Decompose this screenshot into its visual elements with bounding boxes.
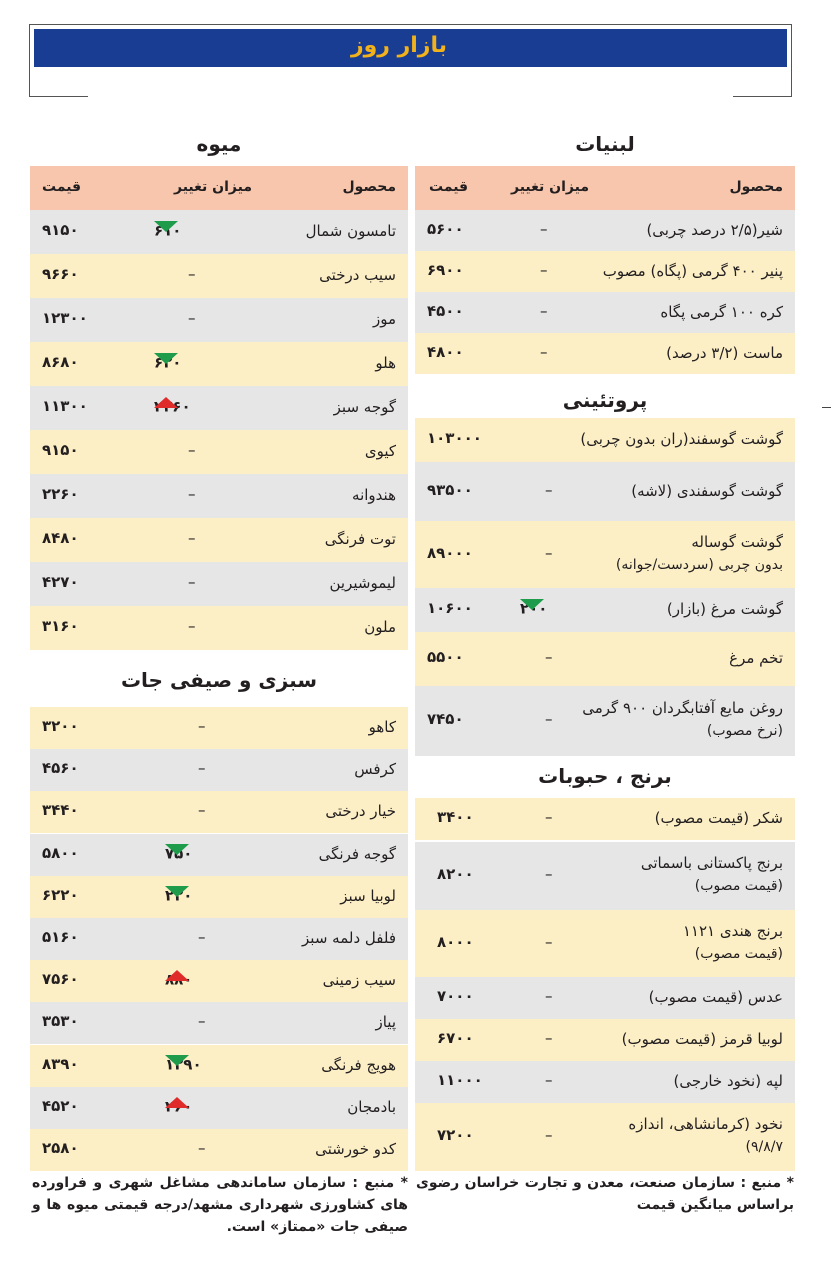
- change-value: –: [545, 648, 553, 666]
- price-value: ۸۹۰۰۰: [427, 543, 473, 562]
- decrease-arrow-icon: [154, 221, 178, 232]
- change-cell: [198, 759, 206, 777]
- change-value: –: [198, 1139, 206, 1157]
- change-value: –: [545, 480, 553, 499]
- product-name: ملون: [364, 618, 396, 636]
- price-value: ۲۵۸۰: [42, 1139, 79, 1157]
- change-cell: [154, 397, 191, 416]
- table-row: [30, 1129, 408, 1171]
- change-value: –: [545, 1126, 553, 1144]
- product-name-2: (قیمت مصوب): [694, 878, 783, 894]
- table-row: [415, 1103, 795, 1171]
- increase-arrow-icon: [154, 397, 178, 408]
- change-cell: [154, 353, 181, 372]
- change-cell: [545, 1126, 553, 1144]
- change-value: –: [545, 543, 553, 562]
- product-name: سیب درختی: [319, 266, 396, 284]
- change-value: ۱۲۹۰: [165, 1055, 202, 1074]
- change-cell: [165, 1055, 202, 1074]
- table-row: [415, 333, 795, 374]
- change-cell: [165, 886, 192, 905]
- change-cell: [540, 220, 548, 238]
- change-cell: [540, 261, 548, 279]
- change-cell: [198, 928, 206, 946]
- decrease-arrow-icon: [154, 353, 178, 364]
- product-name: شکر (قیمت مصوب): [654, 809, 783, 827]
- change-cell: [545, 933, 553, 951]
- decrease-arrow-icon: [165, 844, 189, 855]
- decrease-arrow-icon: [165, 886, 189, 897]
- change-cell: [545, 648, 553, 666]
- table-row: [415, 292, 795, 333]
- price-value: ۵۱۶۰: [42, 928, 79, 946]
- product-name: لوبیا سبز: [340, 886, 396, 905]
- product-name-2: (نرخ مصوب): [706, 723, 783, 739]
- header-change: میزان تغییر: [511, 179, 590, 195]
- change-cell: [545, 987, 553, 1005]
- change-value: ۸۸۰: [165, 970, 193, 989]
- product-name: ماست (۳/۲ درصد): [666, 343, 783, 362]
- product-name-2: (۹/۸/۷: [745, 1139, 783, 1155]
- change-value: –: [188, 441, 196, 459]
- product-name: هندوانه: [352, 486, 396, 504]
- change-value: –: [188, 573, 196, 591]
- table-row: [30, 518, 408, 562]
- table-row: [30, 474, 408, 518]
- table-row: [415, 251, 795, 292]
- change-value: –: [188, 265, 196, 283]
- header-change: میزان تغییر: [174, 179, 253, 195]
- product-name: گوجه فرنگی: [318, 844, 396, 863]
- change-cell: [188, 265, 196, 283]
- price-value: ۸۲۰۰: [437, 865, 474, 883]
- change-value: –: [545, 865, 553, 883]
- change-value: –: [540, 342, 548, 361]
- table-row: [30, 1002, 408, 1044]
- change-cell: [545, 1029, 553, 1047]
- change-cell: [198, 1012, 206, 1030]
- change-value: ۲۰۰: [520, 599, 548, 618]
- price-value: ۸۳۹۰: [42, 1054, 79, 1073]
- price-value: ۵۸۰۰: [42, 843, 79, 862]
- table-row: [30, 342, 408, 386]
- product-name: برنج هندی ۱۱۲۱: [682, 921, 783, 940]
- product-name: کرفس: [354, 760, 396, 779]
- product-name: تخم مرغ: [729, 649, 783, 667]
- change-value: –: [198, 759, 206, 778]
- change-cell: [165, 844, 192, 863]
- change-value: –: [540, 219, 548, 238]
- price-value: ۸۰۰۰: [437, 932, 474, 951]
- change-cell: [154, 221, 181, 240]
- change-value: –: [188, 309, 196, 327]
- price-value: ۷۵۶۰: [42, 970, 79, 989]
- frame-gap: [88, 94, 733, 99]
- change-value: –: [545, 710, 553, 728]
- table-row: [30, 254, 408, 298]
- change-cell: [188, 309, 196, 327]
- price-value: ۱۰۳۰۰۰: [427, 429, 482, 447]
- change-value: –: [545, 1071, 553, 1089]
- table-row: [415, 686, 795, 756]
- change-value: ۲۲۰: [165, 886, 193, 905]
- product-name: بادمجان: [347, 1097, 396, 1116]
- change-cell: [188, 529, 196, 547]
- change-value: ۲۶۰: [165, 1097, 193, 1116]
- header-price: قیمت: [42, 179, 82, 195]
- product-name: پنیر ۴۰۰ گرمی (پگاه) مصوب: [602, 261, 783, 280]
- change-value: –: [188, 617, 196, 635]
- product-name: کدو خورشتی: [315, 1140, 396, 1158]
- table-row: [415, 1061, 795, 1103]
- product-name: روغن مایع آفتابگردان ۹۰۰ گرمی: [582, 699, 783, 717]
- table-row: [30, 562, 408, 606]
- edge-tick: [822, 407, 831, 408]
- price-value: ۵۶۰۰: [427, 219, 464, 238]
- veg-title: سبزی و صیفی جات: [120, 668, 318, 692]
- product-name: کره ۱۰۰ گرمی پگاه: [660, 302, 783, 321]
- price-value: ۴۵۶۰: [42, 759, 79, 778]
- fruit-title: میوه: [196, 132, 242, 156]
- increase-arrow-icon: [165, 970, 189, 981]
- product-name: گوشت گوساله: [691, 532, 783, 551]
- table-row: [30, 918, 408, 960]
- price-value: ۳۴۴۰: [42, 801, 79, 820]
- product-name-2: (سردست/جوانه) بدون چربی: [615, 556, 783, 573]
- product-name: موز: [372, 310, 396, 328]
- price-value: ۸۴۸۰: [42, 529, 79, 547]
- table-row: [415, 418, 795, 462]
- table-row: [30, 749, 408, 791]
- price-value: ۴۲۷۰: [42, 573, 79, 591]
- change-value: –: [545, 987, 553, 1005]
- page-title: بازار روز: [350, 33, 447, 58]
- product-name: لیموشیرین: [329, 574, 396, 592]
- change-value: ۶۲۰: [154, 353, 182, 372]
- change-cell: [188, 441, 196, 459]
- price-value: ۳۲۰۰: [42, 717, 79, 735]
- table-row: [415, 977, 795, 1019]
- product-name: تامسون شمال: [305, 222, 396, 240]
- price-value: ۷۲۰۰: [437, 1126, 474, 1144]
- change-cell: [545, 1071, 553, 1089]
- price-value: ۹۳۵۰۰: [427, 480, 473, 499]
- price-value: ۳۵۳۰: [42, 1012, 79, 1031]
- change-cell: [520, 599, 547, 618]
- table-row: [30, 960, 408, 1002]
- product-name: گوشت مرغ (بازار): [666, 600, 783, 618]
- price-value: ۱۰۶۰۰: [427, 599, 473, 617]
- product-name: سیب زمینی: [322, 971, 396, 990]
- product-name: پیاز: [375, 1013, 396, 1032]
- change-cell: [198, 717, 206, 735]
- change-cell: [545, 808, 553, 826]
- protein-title: پروتئینی: [562, 388, 648, 412]
- change-value: ۲۲۶۰: [154, 397, 191, 416]
- product-name: گوشت گوسفند(ران بدون چربی): [580, 430, 783, 448]
- fruit-header: [30, 166, 408, 210]
- banner: [34, 29, 787, 67]
- table-row: [415, 632, 795, 686]
- change-value: –: [545, 1029, 553, 1047]
- change-cell: [198, 801, 206, 819]
- table-row: [30, 1045, 408, 1087]
- table-row: [30, 430, 408, 474]
- dairy-title: لبنیات: [575, 132, 635, 156]
- change-cell: [188, 573, 196, 591]
- header-product: محصول: [342, 179, 396, 195]
- change-value: –: [545, 808, 553, 826]
- change-cell: [540, 343, 548, 361]
- table-row: [415, 462, 795, 521]
- change-cell: [165, 970, 192, 989]
- header-price: قیمت: [429, 179, 469, 195]
- change-cell: [545, 481, 553, 499]
- change-cell: [545, 544, 553, 562]
- change-cell: [188, 485, 196, 503]
- table-row: [415, 1019, 795, 1061]
- price-value: ۹۱۵۰: [42, 221, 79, 239]
- change-value: –: [188, 485, 196, 503]
- product-name: شیر(۲/۵ درصد چربی): [646, 220, 783, 239]
- price-value: ۴۵۲۰: [42, 1096, 79, 1115]
- price-value: ۴۸۰۰: [427, 342, 464, 361]
- price-value: ۹۶۶۰: [42, 265, 79, 283]
- table-row: [30, 707, 408, 749]
- change-value: –: [198, 928, 206, 946]
- change-cell: [188, 617, 196, 635]
- price-value: ۱۱۳۰۰: [42, 397, 88, 415]
- change-cell: [545, 865, 553, 883]
- table-row: [30, 791, 408, 833]
- price-value: ۶۹۰۰: [427, 260, 464, 279]
- product-name: گوجه سبز: [333, 398, 396, 416]
- price-value: ۱۱۰۰۰: [437, 1071, 483, 1089]
- product-name: برنج پاکستانی باسماتی: [640, 854, 783, 872]
- product-name: نخود (کرمانشاهی، اندازه: [628, 1115, 783, 1133]
- table-row: [30, 1087, 408, 1129]
- change-value: –: [540, 260, 548, 279]
- change-value: –: [540, 301, 548, 320]
- table-row: [30, 606, 408, 650]
- table-row: [30, 386, 408, 430]
- price-value: ۶۷۰۰: [437, 1029, 474, 1047]
- change-value: –: [188, 529, 196, 547]
- product-name: فلفل دلمه سبز: [302, 929, 396, 947]
- product-name: گوشت گوسفندی (لاشه): [631, 481, 783, 500]
- change-value: –: [198, 1012, 206, 1031]
- change-value: –: [198, 717, 206, 735]
- change-cell: [540, 302, 548, 320]
- table-row: [415, 842, 795, 910]
- product-name: عدس (قیمت مصوب): [648, 988, 783, 1006]
- header-product: محصول: [729, 179, 783, 195]
- price-value: ۴۵۰۰: [427, 301, 464, 320]
- price-value: ۳۴۰۰: [437, 808, 474, 826]
- table-row: [30, 876, 408, 918]
- table-row: [415, 910, 795, 977]
- table-row: [30, 298, 408, 342]
- source-note-left: * منبع : سازمان ساماندهی مشاغل شهری و فراورده های کشاورزی شهرداری مشهد/درجه قیمتی میوه ها و صیفی جات «ممتاز» است.: [32, 1175, 408, 1235]
- price-value: ۹۱۵۰: [42, 441, 79, 459]
- table-row: [30, 210, 408, 254]
- price-value: ۳۱۶۰: [42, 617, 79, 635]
- price-value: ۷۴۵۰: [427, 710, 464, 728]
- table-row: [30, 834, 408, 876]
- source-note-right: * منبع : سازمان صنعت، معدن و تجارت خراسان رضوی براساس میانگین قیمت: [416, 1175, 794, 1213]
- price-value: ۸۶۸۰: [42, 353, 79, 371]
- dairy-header: [415, 166, 795, 210]
- product-name: توت فرنگی: [324, 530, 396, 548]
- change-value: –: [545, 932, 553, 951]
- price-value: ۵۵۰۰: [427, 648, 464, 666]
- decrease-arrow-icon: [520, 599, 544, 610]
- product-name: لوبیا قرمز (قیمت مصوب): [621, 1030, 783, 1048]
- product-name-2: (قیمت مصوب): [694, 945, 783, 962]
- price-value: ۶۲۲۰: [42, 885, 79, 904]
- table-row: [415, 798, 795, 840]
- product-name: کیوی: [364, 442, 396, 460]
- change-value: –: [198, 801, 206, 820]
- price-value: ۷۰۰۰: [437, 987, 474, 1005]
- change-cell: [165, 1097, 192, 1116]
- product-name: هلو: [375, 354, 396, 372]
- grains-title: برنج ، حبوبات: [538, 764, 672, 788]
- decrease-arrow-icon: [165, 1055, 189, 1066]
- price-value: ۱۲۳۰۰: [42, 309, 88, 327]
- change-value: ۶۱۰: [154, 221, 182, 240]
- price-value: ۲۲۶۰: [42, 485, 79, 503]
- change-cell: [198, 1139, 206, 1157]
- increase-arrow-icon: [165, 1097, 189, 1108]
- table-row: [415, 521, 795, 588]
- product-name: لپه (نخود خارجی): [673, 1072, 783, 1090]
- change-cell: [545, 710, 553, 728]
- table-row: [415, 210, 795, 251]
- product-name: هویج فرنگی: [321, 1055, 396, 1074]
- table-row: [415, 588, 795, 632]
- change-value: ۷۵۰: [165, 844, 193, 863]
- product-name: کاهو: [368, 718, 396, 736]
- product-name: خیار درختی: [325, 802, 396, 821]
